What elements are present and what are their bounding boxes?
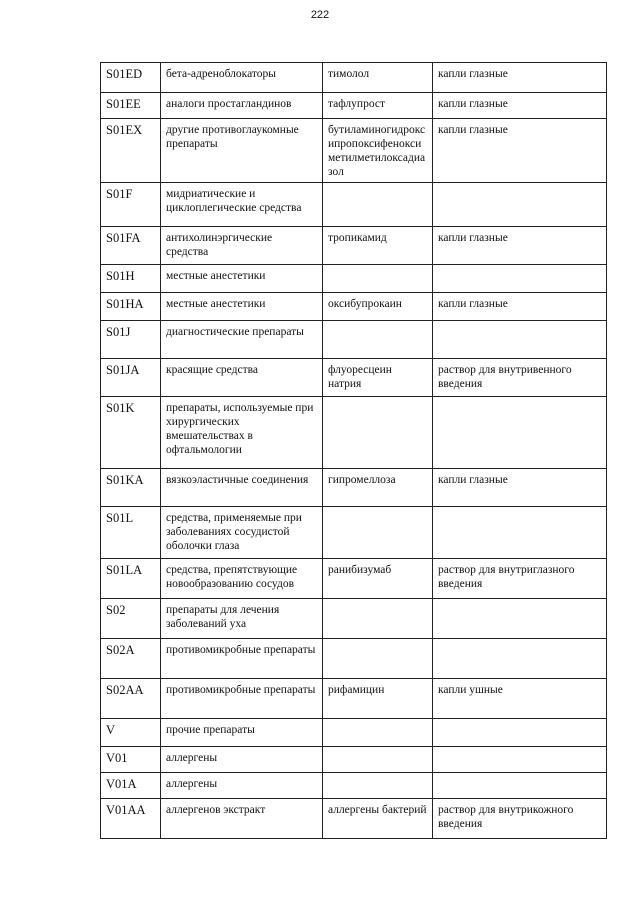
dosage-form-cell: капли глазные <box>433 469 607 507</box>
drug-name-cell: ранибизумаб <box>323 559 433 599</box>
atc-code-cell: V01AA <box>101 799 161 839</box>
table-row <box>101 293 607 321</box>
dosage-form-cell: капли глазные <box>433 293 607 321</box>
table-row <box>101 63 607 93</box>
table-row <box>101 265 607 293</box>
atc-code-cell: S01F <box>101 183 161 227</box>
atc-code-cell: S01L <box>101 507 161 559</box>
group-name-cell: аллергенов экстракт <box>161 799 323 839</box>
atc-code-cell: S01ED <box>101 63 161 93</box>
drug-name-cell: тафлупрост <box>323 93 433 119</box>
dosage-form-cell <box>433 507 607 559</box>
atc-code-cell: S01LA <box>101 559 161 599</box>
dosage-form-cell <box>433 265 607 293</box>
group-name-cell: другие противоглаукомные препараты <box>161 119 323 183</box>
table-row <box>101 119 607 183</box>
group-name-cell: средства, препятствующие новообразованию сосудов <box>161 559 323 599</box>
atc-code-cell: S01K <box>101 397 161 469</box>
dosage-form-cell: капли глазные <box>433 93 607 119</box>
dosage-form-cell: раствор для внутривенного введения <box>433 359 607 397</box>
dosage-form-cell: раствор для внутриглазного введения <box>433 559 607 599</box>
drug-name-cell: тропикамид <box>323 227 433 265</box>
drug-classification-table <box>100 62 607 839</box>
atc-code-cell: V01 <box>101 747 161 773</box>
table-row <box>101 747 607 773</box>
group-name-cell: аллергены <box>161 747 323 773</box>
dosage-form-cell <box>433 599 607 639</box>
group-name-cell: противомикробные препараты <box>161 679 323 719</box>
atc-code-cell: S01FA <box>101 227 161 265</box>
dosage-form-cell <box>433 773 607 799</box>
drug-name-cell <box>323 773 433 799</box>
table-row <box>101 227 607 265</box>
drug-name-cell: гипромеллоза <box>323 469 433 507</box>
dosage-form-cell <box>433 397 607 469</box>
dosage-form-cell: капли ушные <box>433 679 607 719</box>
drug-name-cell <box>323 265 433 293</box>
table-row <box>101 397 607 469</box>
group-name-cell: антихолинэргические средства <box>161 227 323 265</box>
table-row <box>101 469 607 507</box>
group-name-cell: диагностические препараты <box>161 321 323 359</box>
dosage-form-cell: капли глазные <box>433 63 607 93</box>
atc-code-cell: S01EE <box>101 93 161 119</box>
group-name-cell: противомикробные препараты <box>161 639 323 679</box>
atc-code-cell: S01J <box>101 321 161 359</box>
table-row <box>101 321 607 359</box>
dosage-form-cell: капли глазные <box>433 227 607 265</box>
group-name-cell: аллергены <box>161 773 323 799</box>
drug-name-cell <box>323 397 433 469</box>
group-name-cell: аналоги простагландинов <box>161 93 323 119</box>
dosage-form-cell: раствор для внутрикожного введения <box>433 799 607 839</box>
table-row <box>101 183 607 227</box>
group-name-cell: препараты, используемые при хирургических вмешательствах в офтальмологии <box>161 397 323 469</box>
atc-code-cell: S02 <box>101 599 161 639</box>
drug-name-cell <box>323 747 433 773</box>
atc-code-cell: S01EX <box>101 119 161 183</box>
group-name-cell: красящие средства <box>161 359 323 397</box>
drug-name-cell: бутиламиногидроксипропоксифеноксиметилметилоксадиазол <box>323 119 433 183</box>
drug-name-cell <box>323 599 433 639</box>
group-name-cell: мидриатические и циклоплегические средства <box>161 183 323 227</box>
drug-name-cell: тимолол <box>323 63 433 93</box>
dosage-form-cell <box>433 719 607 747</box>
group-name-cell: препараты для лечения заболеваний уха <box>161 599 323 639</box>
drug-name-cell: оксибупрокаин <box>323 293 433 321</box>
dosage-form-cell <box>433 639 607 679</box>
table-row <box>101 799 607 839</box>
page-number: 222 <box>310 9 330 21</box>
table-row <box>101 719 607 747</box>
table-row <box>101 359 607 397</box>
group-name-cell: бета-адреноблокаторы <box>161 63 323 93</box>
atc-code-cell: V01A <box>101 773 161 799</box>
drug-name-cell <box>323 507 433 559</box>
dosage-form-cell <box>433 321 607 359</box>
group-name-cell: прочие препараты <box>161 719 323 747</box>
atc-code-cell: S01KA <box>101 469 161 507</box>
atc-code-cell: S01JA <box>101 359 161 397</box>
dosage-form-cell <box>433 183 607 227</box>
atc-code-cell: S01HA <box>101 293 161 321</box>
drug-name-cell <box>323 183 433 227</box>
group-name-cell: средства, применяемые при заболеваниях сосудистой оболочки глаза <box>161 507 323 559</box>
atc-code-cell: S01H <box>101 265 161 293</box>
group-name-cell: местные анестетики <box>161 293 323 321</box>
dosage-form-cell <box>433 747 607 773</box>
drug-name-cell: рифамицин <box>323 679 433 719</box>
table-row <box>101 773 607 799</box>
group-name-cell: вязкоэластичные соединения <box>161 469 323 507</box>
drug-name-cell: аллергены бактерий <box>323 799 433 839</box>
table-row <box>101 507 607 559</box>
drug-name-cell <box>323 321 433 359</box>
dosage-form-cell: капли глазные <box>433 119 607 183</box>
table-body <box>101 63 607 839</box>
table-row <box>101 639 607 679</box>
table-row <box>101 679 607 719</box>
group-name-cell: местные анестетики <box>161 265 323 293</box>
drug-name-cell <box>323 719 433 747</box>
atc-code-cell: S02A <box>101 639 161 679</box>
table-row <box>101 599 607 639</box>
atc-code-cell: S02AA <box>101 679 161 719</box>
table-row <box>101 559 607 599</box>
atc-code-cell: V <box>101 719 161 747</box>
table-row <box>101 93 607 119</box>
drug-name-cell: флуоресцеин натрия <box>323 359 433 397</box>
drug-name-cell <box>323 639 433 679</box>
